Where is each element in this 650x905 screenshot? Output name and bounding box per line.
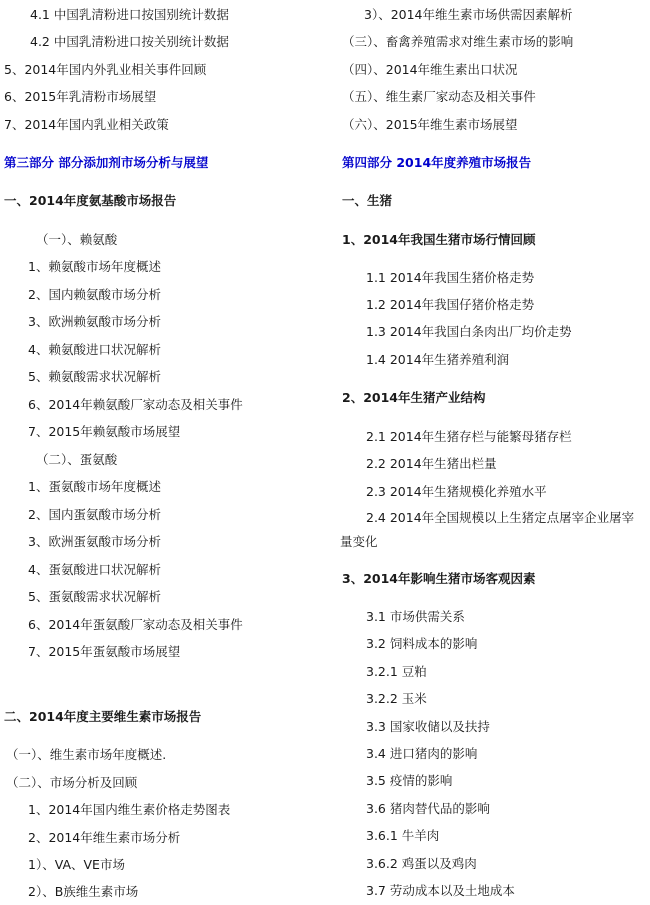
list-item: 1.1 2014年我国生猪价格走势 [366, 270, 535, 285]
subsection-heading: （一）、维生素市场年度概述. [6, 747, 167, 762]
list-item: 1、蛋氨酸市场年度概述 [28, 479, 161, 494]
part-heading: 第四部分 2014年度养殖市场报告 [342, 155, 532, 170]
section-heading: 一、生猪 [342, 193, 393, 208]
list-item: 7、2015年赖氨酸市场展望 [28, 424, 181, 439]
list-item: 4、赖氨酸进口状况解析 [28, 342, 161, 357]
list-item: 3、欧洲蛋氨酸市场分析 [28, 534, 161, 549]
list-item: 5、赖氨酸需求状况解析 [28, 369, 161, 384]
list-item: 2）、B族维生素市场 [28, 884, 139, 899]
section-heading: 一、2014年度氨基酸市场报告 [4, 193, 177, 208]
list-item: 4、蛋氨酸进口状况解析 [28, 562, 161, 577]
list-item: 1.4 2014年生猪养殖利润 [366, 352, 510, 367]
section-heading: 3、2014年影响生猪市场客观因素 [342, 571, 536, 586]
section-heading: 2、2014年生猪产业结构 [342, 390, 486, 405]
list-item: 3、欧洲赖氨酸市场分析 [28, 314, 161, 329]
list-item: 3）、2014年维生素市场供需因素解析 [364, 7, 573, 22]
list-item: 3.1 市场供需关系 [366, 609, 465, 624]
list-item: 2、2014年维生素市场分析 [28, 830, 181, 845]
list-item: 6、2014年赖氨酸厂家动态及相关事件 [28, 397, 243, 412]
list-item: 2、国内蛋氨酸市场分析 [28, 507, 161, 522]
list-item: 2.3 2014年生猪规模化养殖水平 [366, 484, 547, 499]
list-item: 1）、VA、VE市场 [28, 857, 125, 872]
list-item: 3.7 劳动成本以及土地成本 [366, 883, 515, 898]
list-item: 3.4 进口猪肉的影响 [366, 746, 478, 761]
list-item: 5、2014年国内外乳业相关事件回顾 [4, 62, 207, 77]
subsection-heading: （二）、蛋氨酸 [36, 452, 118, 467]
list-item: 2.4 2014年全国规模以上生猪定点屠宰企业屠宰量变化 [340, 510, 635, 549]
list-item: 3.6 猪肉替代品的影响 [366, 801, 490, 816]
list-item: 4.2 中国乳清粉进口按关别统计数据 [30, 34, 229, 49]
list-item: 1、赖氨酸市场年度概述 [28, 259, 161, 274]
subsection-heading: （六）、2015年维生素市场展望 [342, 117, 518, 132]
section-heading: 二、2014年度主要维生素市场报告 [4, 709, 202, 724]
list-item: 3.3 国家收储以及扶持 [366, 719, 490, 734]
list-item: 3.2 饲料成本的影响 [366, 636, 478, 651]
subsection-heading: （二）、市场分析及回顾 [6, 775, 138, 790]
list-item: 3.6.2 鸡蛋以及鸡肉 [366, 856, 477, 871]
list-item: 7、2015年蛋氨酸市场展望 [28, 644, 181, 659]
list-item: 2.2 2014年生猪出栏量 [366, 456, 497, 471]
list-item: 3.2.1 豆粕 [366, 664, 427, 679]
subsection-heading: （三）、畜禽养殖需求对维生素市场的影响 [342, 34, 574, 49]
list-item: 3.5 疫情的影响 [366, 773, 453, 788]
list-item: 2.1 2014年生猪存栏与能繁母猪存栏 [366, 429, 572, 444]
part-heading: 第三部分 部分添加剂市场分析与展望 [4, 155, 209, 170]
list-item: 5、蛋氨酸需求状况解析 [28, 589, 161, 604]
subsection-heading: （一）、赖氨酸 [36, 232, 118, 247]
list-item: 1.3 2014年我国白条肉出厂均价走势 [366, 324, 572, 339]
subsection-heading: （四）、2014年维生素出口状况 [342, 62, 518, 77]
list-item: 1.2 2014年我国仔猪价格走势 [366, 297, 535, 312]
subsection-heading: （五）、维生素厂家动态及相关事件 [342, 89, 536, 104]
list-item: 1、2014年国内维生素价格走势图表 [28, 802, 231, 817]
list-item: 4.1 中国乳清粉进口按国别统计数据 [30, 7, 229, 22]
list-item: 2、国内赖氨酸市场分析 [28, 287, 161, 302]
list-item: 3.6.1 牛羊肉 [366, 828, 440, 843]
list-item: 3.2.2 玉米 [366, 691, 427, 706]
list-item: 7、2014年国内乳业相关政策 [4, 117, 169, 132]
section-heading: 1、2014年我国生猪市场行情回顾 [342, 232, 536, 247]
list-item: 6、2015年乳清粉市场展望 [4, 89, 157, 104]
list-item: 6、2014年蛋氨酸厂家动态及相关事件 [28, 617, 243, 632]
